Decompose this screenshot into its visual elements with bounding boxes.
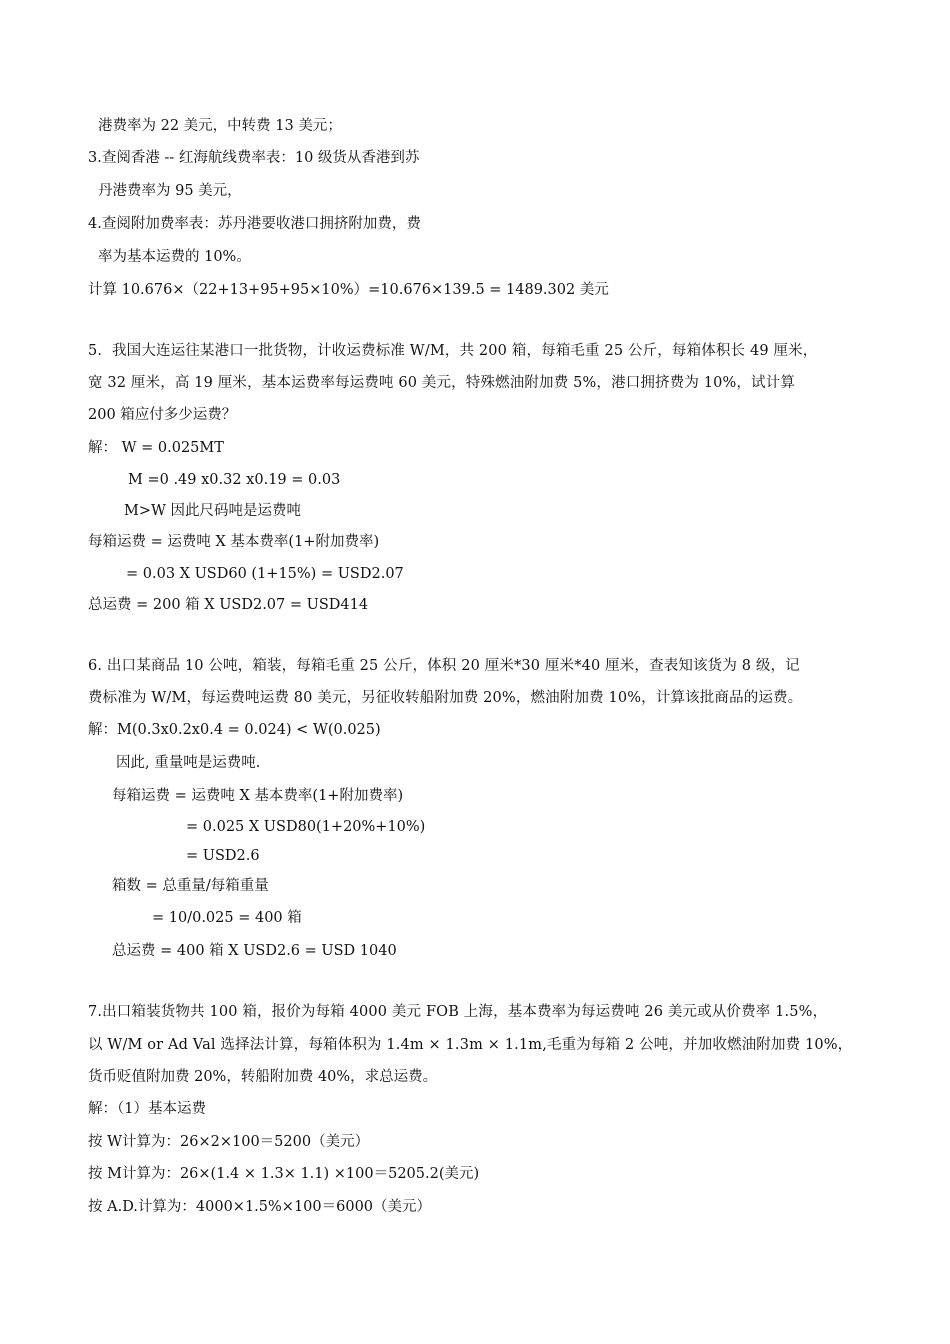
text-line: 率为基本运费的 10%。 bbox=[98, 249, 251, 265]
text-line: 丹港费率为 95 美元， bbox=[98, 183, 242, 199]
question-5-line: 5．我国大连运往某港口一批货物，计收运费标准 W/M，共 200 箱，每箱毛重 25 公斤，每箱体积长 49 厘米， bbox=[88, 343, 818, 359]
text-line: 3.查阅香港 -- 红海航线费率表：10 级货从香港到苏 bbox=[88, 150, 420, 166]
question-6-line: 6. 出口某商品 10 公吨，箱装，每箱毛重 25 公斤，体积 20 厘米*30 厘米*40 厘米，查表知该货为 8 级，记 bbox=[88, 658, 800, 674]
solution-line: = 0.03 X USD60 (1+15%) = USD2.07 bbox=[126, 566, 404, 582]
question-5-line: 宽 32 厘米，高 19 厘米，基本运费率每运费吨 60 美元，特殊燃油附加费 5%，港口拥挤费为 10%，试计算 bbox=[88, 375, 796, 391]
question-6-line: 费标准为 W/M，每运费吨运费 80 美元，另征收转船附加费 20%，燃油附加费 10%，计算该批商品的运费。 bbox=[88, 690, 803, 706]
solution-line: = USD2.6 bbox=[186, 848, 260, 864]
solution-line: M =0 .49 x0.32 x0.19 = 0.03 bbox=[128, 472, 341, 488]
question-5-line: 200 箱应付多少运费？ bbox=[88, 407, 237, 423]
text-line: 港费率为 22 美元，中转费 13 美元； bbox=[98, 118, 342, 134]
solution-line: 解：M(0.3x0.2x0.4 = 0.024) < W(0.025) bbox=[88, 722, 381, 738]
solution-line: 解： W = 0.025MT bbox=[88, 440, 224, 456]
solution-line: 总运费 = 200 箱 X USD2.07 = USD414 bbox=[88, 597, 369, 613]
solution-line: = 0.025 X USD80(1+20%+10%) bbox=[186, 819, 426, 835]
solution-line: 按 W计算为：26×2×100＝5200（美元） bbox=[88, 1134, 370, 1150]
solution-line: 总运费 = 400 箱 X USD2.6 = USD 1040 bbox=[112, 943, 397, 959]
question-7-line: 以 W/M or Ad Val 选择法计算，每箱体积为 1.4m × 1.3m × 1.1m,毛重为每箱 2 公吨，并加收燃油附加费 10%， bbox=[88, 1037, 853, 1053]
solution-line: 解：（1）基本运费 bbox=[88, 1101, 206, 1117]
question-7-line: 货币贬值附加费 20%，转船附加费 40%，求总运费。 bbox=[88, 1069, 438, 1085]
solution-line: M>W 因此尺码吨是运费吨 bbox=[124, 503, 302, 519]
solution-line: 箱数 = 总重量/每箱重量 bbox=[112, 878, 269, 894]
text-line: 计算 10.676×（22+13+95+95×10%）=10.676×139.5 = 1489.302 美元 bbox=[88, 282, 609, 298]
solution-line: 每箱运费 = 运费吨 X 基本费率(1+附加费率) bbox=[112, 788, 404, 804]
solution-line: 因此, 重量吨是运费吨. bbox=[116, 755, 261, 771]
solution-line: 按 M计算为：26×(1.4 × 1.3× 1.1) ×100＝5205.2(美元) bbox=[88, 1166, 480, 1182]
question-7-line: 7.出口箱装货物共 100 箱，报价为每箱 4000 美元 FOB 上海，基本费率为每运费吨 26 美元或从价费率 1.5%， bbox=[88, 1004, 828, 1020]
text-line: 4.查阅附加费率表：苏丹港要收港口拥挤附加费，费 bbox=[88, 216, 421, 232]
solution-line: 按 A.D.计算为：4000×1.5%×100＝6000（美元） bbox=[88, 1199, 432, 1215]
solution-line: = 10/0.025 = 400 箱 bbox=[152, 910, 302, 926]
solution-line: 每箱运费 = 运费吨 X 基本费率(1+附加费率) bbox=[88, 534, 380, 550]
